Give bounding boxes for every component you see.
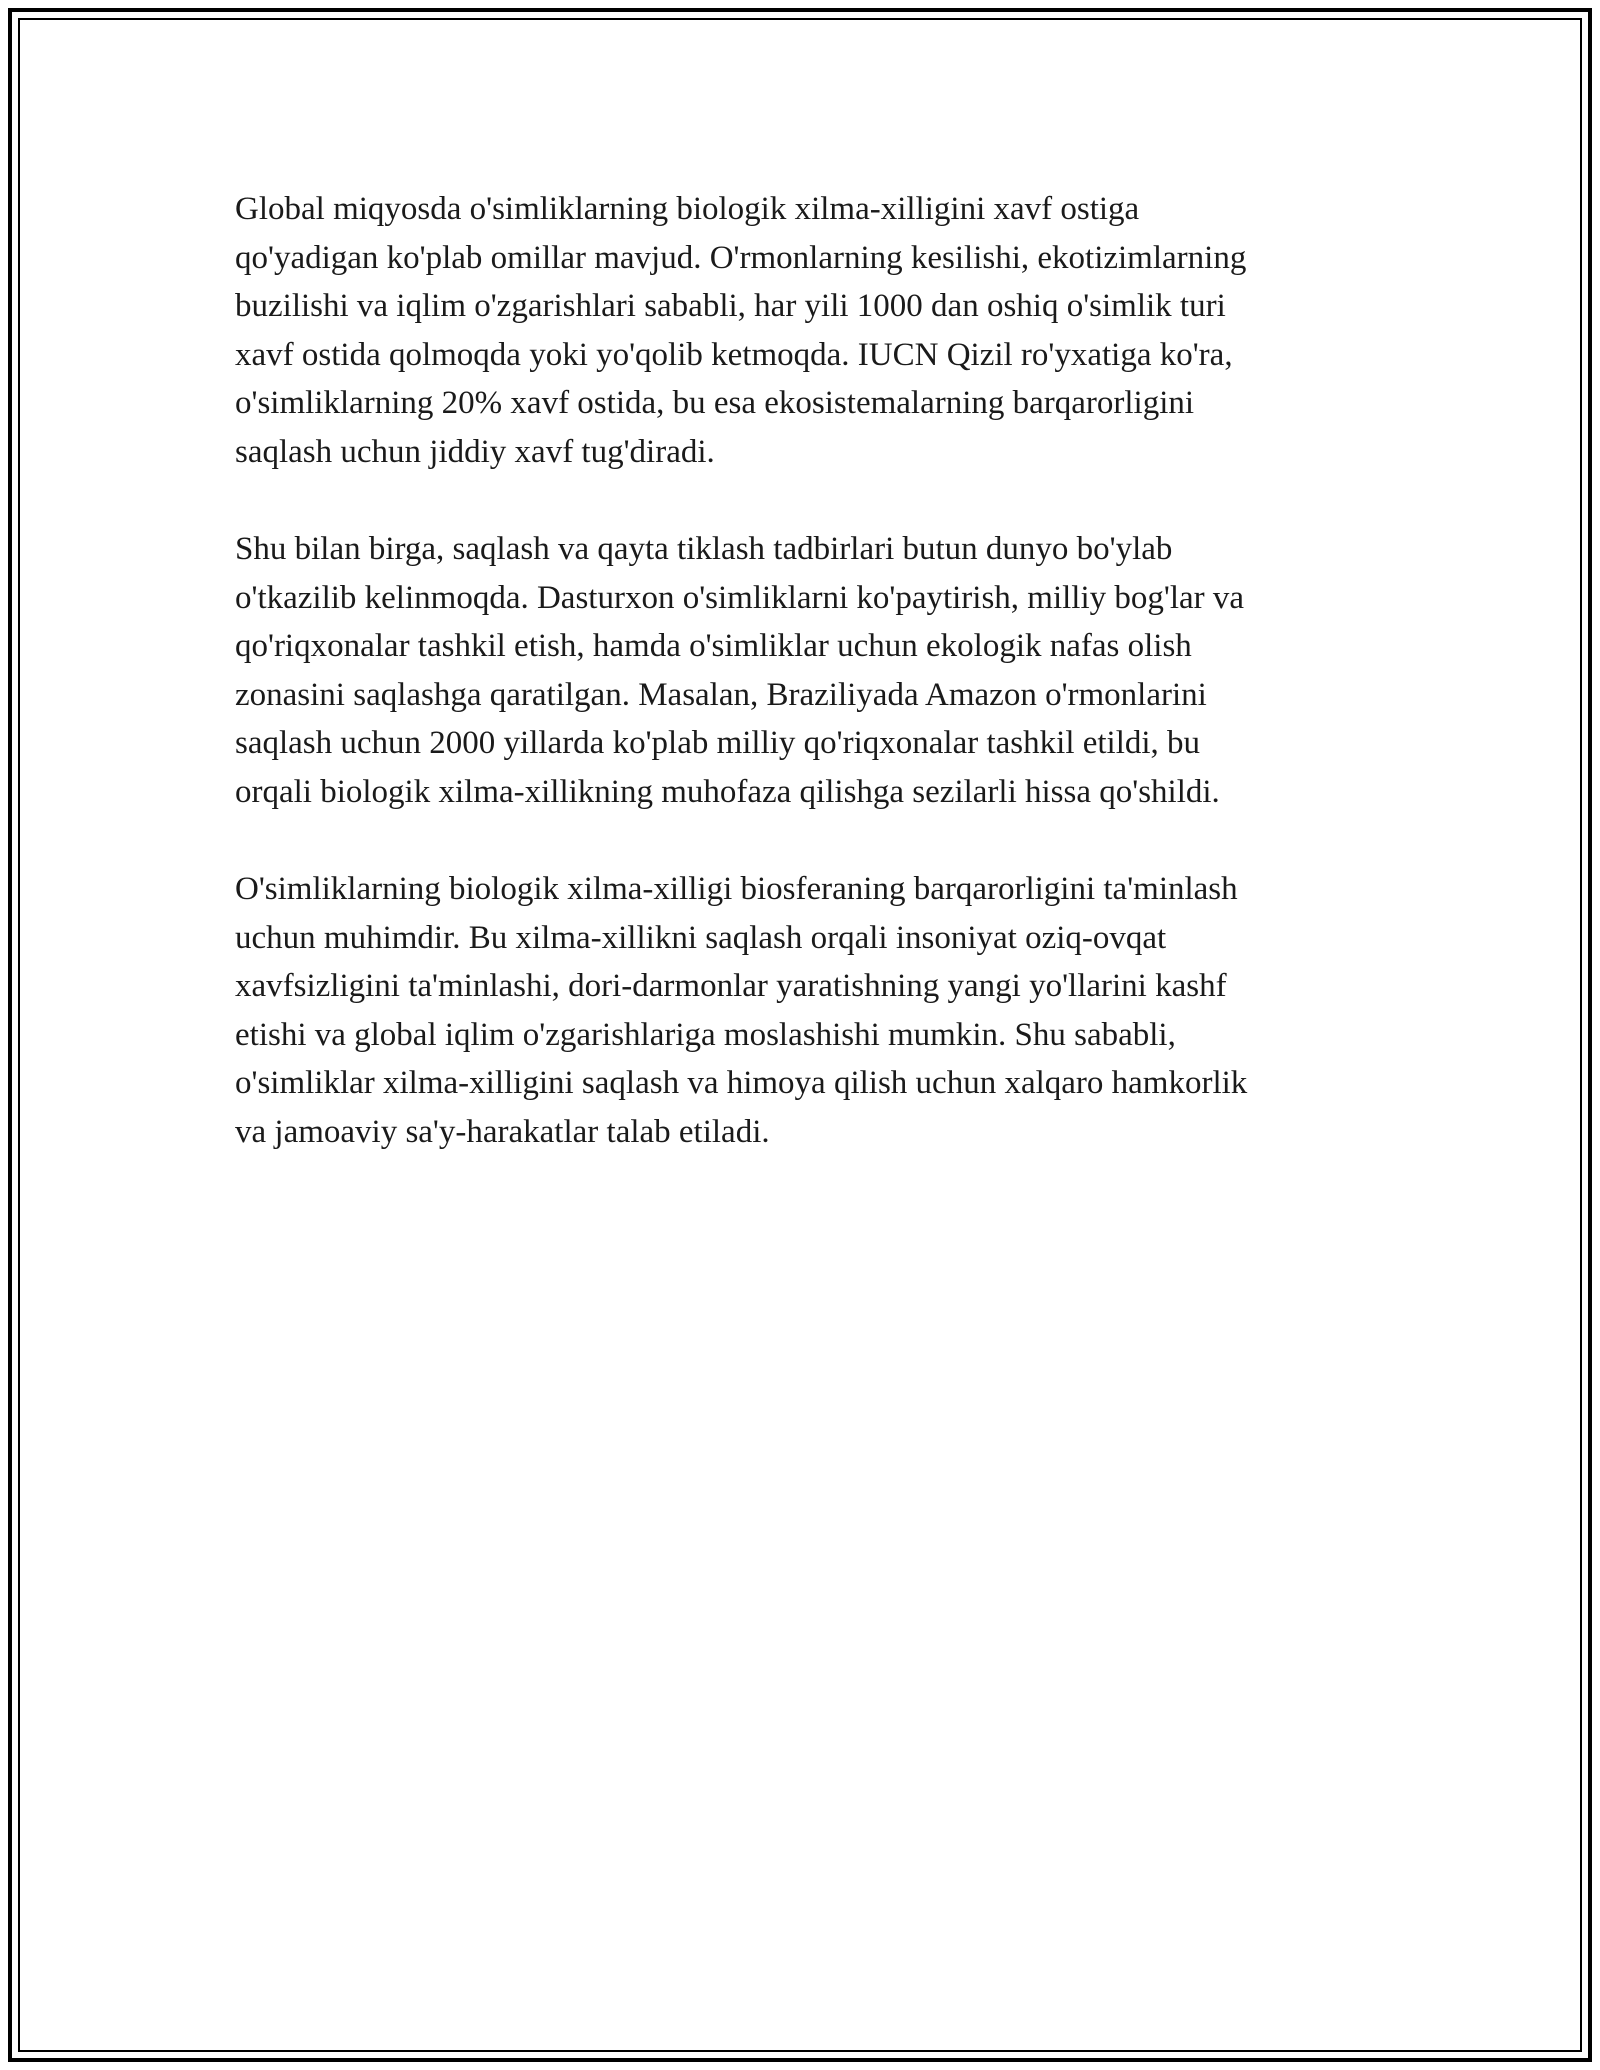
text-line: o'simliklar xilma-xilligini saqlash va himoya qilish uchun xalqaro hamkorlik bbox=[235, 1065, 1248, 1101]
text-line: xavfsizligini ta'minlashi, dori-darmonlar yaratishning yangi yo'llarini kashf bbox=[235, 968, 1227, 1004]
text-line: Global miqyosda o'simliklarning biologik xilma-xilligini xavf ostiga bbox=[235, 191, 1140, 227]
text-line: qo'yadigan ko'plab omillar mavjud. O'rmonlarning kesilishi, ekotizimlarning bbox=[235, 239, 1247, 276]
paragraph-threats bbox=[235, 185, 1375, 476]
text-line: buzilishi va iqlim o'zgarishlari sababli, har yili 1000 dan oshiq o'simlik turi bbox=[235, 288, 1226, 324]
text-line: va jamoaviy sa'y-harakatlar talab etiladi. bbox=[235, 1113, 770, 1150]
text-line: saqlash uchun 2000 yillarda ko'plab milliy qo'riqxonalar tashkil etildi, bu bbox=[235, 725, 1201, 761]
text-line: xavf ostida qolmoqda yoki yo'qolib ketmoqda. IUCN Qizil ro'yxatiga ko'ra, bbox=[235, 336, 1233, 373]
text-line: orqali biologik xilma-xillikning muhofaza qilishga sezilarli hissa qo'shildi. bbox=[235, 773, 1220, 810]
document-body bbox=[235, 185, 1375, 1205]
text-line: qo'riqxonalar tashkil etish, hamda o'simliklar uchun ekologik nafas olish bbox=[235, 628, 1192, 664]
paragraph-importance bbox=[235, 865, 1375, 1156]
paragraph-conservation bbox=[235, 525, 1375, 816]
text-line: Shu bilan birga, saqlash va qayta tiklash tadbirlari butun dunyo bo'ylab bbox=[235, 531, 1173, 567]
text-line: o'tkazilib kelinmoqda. Dasturxon o'simliklarni ko'paytirish, milliy bog'lar va bbox=[235, 579, 1245, 616]
text-line: etishi va global iqlim o'zgarishlariga moslashishi mumkin. Shu sababli, bbox=[235, 1016, 1176, 1053]
text-line: saqlash uchun jiddiy xavf tug'diradi. bbox=[235, 433, 715, 470]
text-line: zonasini saqlashga qaratilgan. Masalan, Braziliyada Amazon o'rmonlarini bbox=[235, 676, 1207, 713]
text-line: uchun muhimdir. Bu xilma-xillikni saqlash orqali insoniyat oziq-ovqat bbox=[235, 919, 1167, 956]
text-line: o'simliklarning 20% xavf ostida, bu esa ekosistemalarning barqarorligini bbox=[235, 385, 1195, 421]
text-line: O'simliklarning biologik xilma-xilligi biosferaning barqarorligini ta'minlash bbox=[235, 871, 1238, 907]
